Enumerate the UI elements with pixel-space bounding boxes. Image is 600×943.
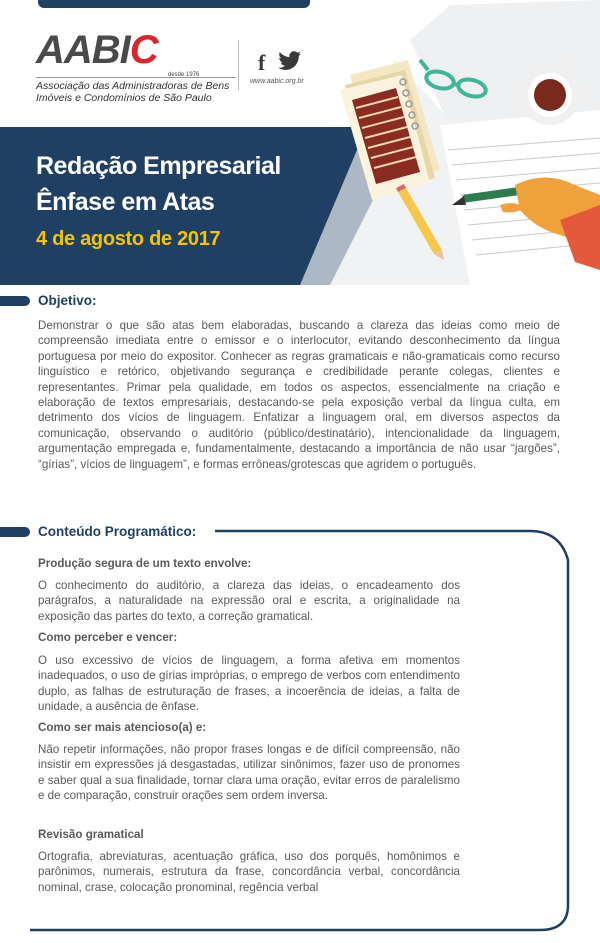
item-text: O uso excessivo de vícios de linguagem, a forma afetiva em momentos inadequados, o uso de gírias impróprias, o emprego de verbos com entendimento duplo, as falhas de estruturação de frases, a incoerência de ideias, a falta de unidade, a ausência de ênfase. — [38, 654, 460, 714]
item-text: O conhecimento do auditório, a clareza das ideias, o encadeamento dos parágrafos, a naturalidade na expressão oral e escrita, a originalidade na exposição das partes do texto, a correção gramatical. — [38, 579, 460, 623]
event-date: 4 de agosto de 2017 — [36, 228, 221, 250]
aabic-logo[interactable] — [36, 28, 236, 104]
logo-since: desde 1976 — [168, 72, 200, 78]
conteudo-heading — [0, 524, 196, 539]
item-title: Como perceber e vencer: — [38, 631, 178, 644]
facebook-icon[interactable]: f — [258, 50, 266, 75]
item-title: Como ser mais atencioso(a) e: — [38, 721, 207, 734]
logo-subtitle-line2: Imóveis e Condomínios de São Paulo — [36, 92, 212, 104]
item-title: Revisão gramatical — [38, 828, 144, 841]
item-text: Ortografia, abreviaturas, acentuação gráfica, uso dos porquês, homônimos e parônimos, numerais, estrutura da frase, concordância verbal, concordância nominal, crase, colocação pronominal, regência verbal — [38, 850, 460, 894]
item-title: Produção segura de um texto envolve: — [38, 557, 252, 570]
logo-wordmark: AABIC — [36, 28, 158, 72]
twitter-icon[interactable] — [278, 50, 302, 72]
objetivo-heading-label: Objetivo: — [38, 293, 97, 308]
page-title-line1: Redação Empresarial — [36, 152, 281, 180]
header-banner — [0, 0, 600, 285]
section-marker — [0, 296, 30, 306]
item-text: Não repetir informações, não propor frases longas e de difícil compreensão, não insistir em expressões já desgastadas, utilizar sinônimos, fazer uso de pronomes e saber qual a sua finalidade, tornar clara uma oração, evitar erros de paralelismo e de comparação, construir orações sem ordem inversa. — [38, 743, 460, 803]
logo-subtitle — [36, 80, 229, 104]
page-title-line2: Ênfase em Atas — [36, 188, 215, 216]
logo-subtitle-line1: Associação das Administradoras de Bens — [36, 80, 230, 92]
website-link[interactable]: www.aabic.org.br — [250, 78, 304, 85]
section-marker — [0, 527, 30, 537]
objetivo-heading — [0, 293, 97, 308]
header-divider — [238, 40, 239, 90]
logo-divider — [36, 77, 236, 78]
conteudo-heading-label: Conteúdo Programático: — [38, 524, 197, 539]
objetivo-text: Demonstrar o que são atas bem elaboradas, buscando a clareza das ideias como meio de compreensão imediata entre o emissor e o interlocutor, evitando desconhecimento da língua portuguesa por meio do expositor. Conhecer as regras gramaticais e não-gramaticais como recurso linguístico e retórico, objetivando segurança e credibilidade perante colegas, clientes e representantes. Primar pela qualidade, em todos os aspectos, essencialmente na criação e elaboração de textos empresariais, destacando-se pela exposição verbal da língua culta, em detrimento dos vícios de linguagem. Enfatizar a linguagem oral, em diversos aspectos da comunicação, observando o auditório (público/destinatário), intencionalidade da linguagem, argumentação empregada e, fundamentalmente, destacando a importância de não usar “jargões”, “gírias”, vícios de linguagem”, e formas errôneas/grotescas que agridem o português. — [38, 319, 560, 471]
